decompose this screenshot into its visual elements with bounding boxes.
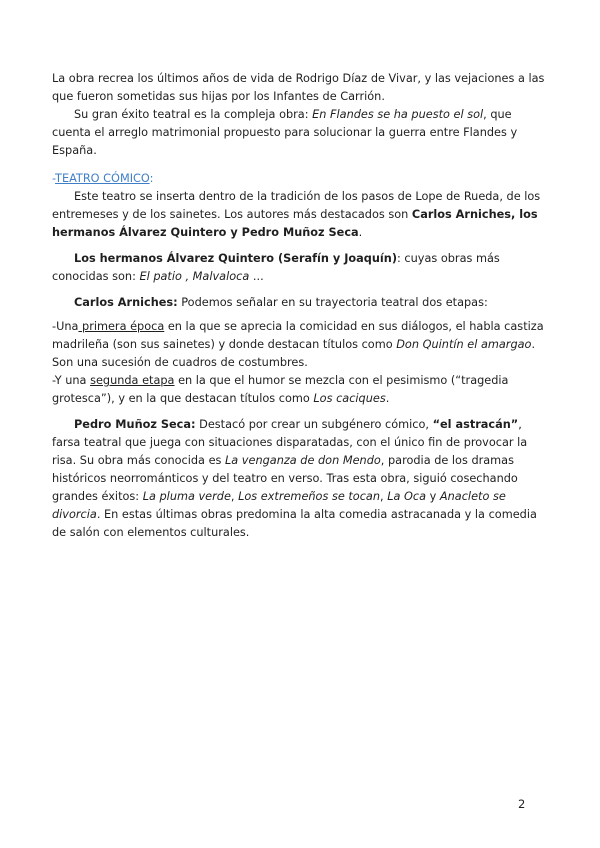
heading-colon: : [149,172,154,185]
paragraph-text: . [358,226,363,239]
paragraph-munoz-seca [52,416,550,542]
work-title: Los caciques [313,392,386,405]
work-title: Anacleto se divorcia [52,490,506,521]
heading-label: TEATRO CÓMICO [55,172,150,185]
paragraph-text: Destacó por crear un subgénero cómico, [195,418,433,431]
paragraph-text: . Son una sucesión de cuadros de costumbres. [52,338,536,369]
paragraph-text: . En estas últimas obras predomina la alta comedia astracanada y la comedia de salón con elementos culturales. [52,508,537,539]
underlined-term: segunda etapa [90,374,175,387]
paragraph-text: Podemos señalar en su trayectoria teatral dos etapas: [177,296,488,309]
page-content [52,70,550,542]
paragraph-text: . [385,392,390,405]
underlined-term: primera época [78,320,165,333]
paragraph-text: : cuyas obras más conocidas son: [52,252,500,283]
paragraph-text: -Una [52,320,79,333]
work-title: El patio , Malvaloca [139,270,250,283]
paragraph-text: -Y una [52,374,91,387]
paragraph-segunda-etapa [52,372,550,408]
genre-term: “el astracán” [432,418,519,431]
paragraph-alvarez-quintero [52,250,550,286]
work-title: La pluma verde [142,490,231,503]
author-name: Los hermanos Álvarez Quintero (Serafín y Joaquín) [74,252,397,265]
paragraph-cid-intro [52,70,550,106]
paragraph-text: y [426,490,440,503]
paragraph-text: ... [249,270,264,283]
page-number: 2 [518,797,526,811]
heading-dash: - [52,172,56,185]
paragraph-text: , [230,490,239,503]
paragraph-flandes [52,106,550,160]
work-title: En Flandes se ha puesto el sol [312,108,484,121]
paragraph-tradicion [52,188,550,242]
paragraph-text: Este teatro se inserta dentro de la tradición de los pasos de Lope de Rueda, de los entremeses y de los sainetes. Los autores más destacados son [52,190,541,221]
paragraph-arniches [52,294,550,312]
author-names: Carlos Arniches, los hermanos Álvarez Quintero y Pedro Muñoz Seca [52,208,538,239]
paragraph-text: , que cuenta el arreglo matrimonial propuesto para solucionar la guerra entre Flandes y España. [52,108,518,157]
paragraph-text: en la que se aprecia la comicidad en sus diálogos, el habla castiza madrileña (son sus sainetes) y donde destacan títulos como [52,320,544,351]
paragraph-primera-epoca [52,318,550,372]
author-name: Carlos Arniches: [74,296,178,309]
work-title: Don Quintín el amargao [396,338,532,351]
paragraph-text: , parodia de los dramas históricos neorrománticos y del teatro en verso. Tras esta obra, siguió cosechando grandes éxitos: [52,454,518,503]
paragraph-text: , [380,490,388,503]
work-title: La venganza de don Mendo [225,454,381,467]
paragraph-text: en la que el humor se mezcla con el pesimismo (“tragedia grotesca”), y en la que destacan títulos como [52,374,509,405]
work-title: Los extremeños se tocan [238,490,380,503]
author-name: Pedro Muñoz Seca: [74,418,196,431]
section-heading-teatro-comico [52,170,550,188]
paragraph-text: Su gran éxito teatral es la compleja obra: [74,108,313,121]
paragraph-text: , farsa teatral que juega con situaciones disparatadas, con el único fin de provocar la risa. Su obra más conocida es [52,418,528,467]
paragraph-text: La obra recrea los últimos años de vida de Rodrigo Díaz de Vivar, y las vejaciones a las que fueron sometidas sus hijas por los Infantes de Carrión. [52,72,545,103]
work-title: La Oca [387,490,427,503]
